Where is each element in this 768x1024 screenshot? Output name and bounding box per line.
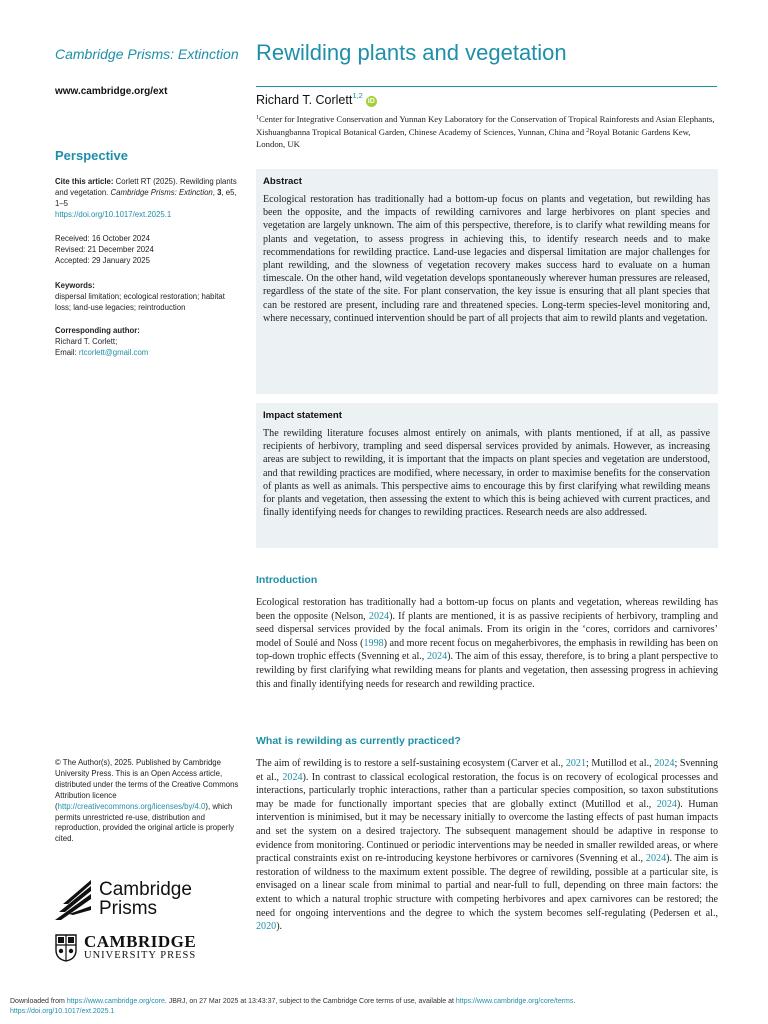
citation-label: Cite this article: (55, 177, 114, 186)
what-is-rewilding-text (256, 757, 718, 934)
citation-journal: Cambridge Prisms: Extinction (110, 187, 213, 197)
footer-text-2: . JBRJ, on 27 Mar 2025 at 13:43:37, subject to the Cambridge Core terms of use, available at (164, 998, 456, 1005)
introduction-heading: Introduction (256, 574, 318, 586)
abstract-box (256, 169, 718, 394)
introduction-text (256, 596, 718, 691)
affiliation-2: Royal Botanic Gardens Kew, London, UK (256, 127, 691, 150)
date-accepted: Accepted: 29 January 2025 (55, 255, 150, 265)
impact-heading: Impact statement (263, 410, 342, 421)
journal-url[interactable]: www.cambridge.org/ext (55, 86, 168, 97)
what-text-1: The aim of rewilding is to restore a self-sustaining ecosystem (Carver et al., (256, 758, 566, 769)
reference-link[interactable]: 2024 (645, 853, 667, 865)
reference-link[interactable]: 2024 (368, 610, 390, 622)
license-link[interactable]: http://creativecommons.org/licenses/by/4.0 (57, 801, 206, 811)
email-label: Email: (55, 347, 79, 357)
footer-doi-link[interactable]: https://doi.org/10.1017/ext.2025.1 (10, 1007, 115, 1015)
footer-core-link[interactable]: https://www.cambridge.org/core (66, 998, 165, 1005)
keywords-list: dispersal limitation; ecological restoration; habitat loss; land-use legacies; reintroduction (55, 291, 225, 312)
affiliation-1: Center for Integrative Conservation and Yunnan Key Laboratory for the Conservation of Tropical Rainforests and Asian Elephants, Xishuangbanna Tropical Botanical Garden, Chinese Academy of Sciences, Yunnan, China and (256, 114, 715, 138)
keywords-block (55, 281, 237, 314)
footer-text-1: Downloaded from (10, 998, 67, 1005)
reference-link[interactable]: 2024 (656, 798, 677, 810)
abstract-heading: Abstract (263, 176, 302, 187)
impact-statement-box (256, 403, 718, 548)
university-crest-icon (55, 934, 77, 962)
impact-text: The rewilding literature focuses almost entirely on animals, with plants mentioned, if at all, as passive recipients of herbivory, trampling and seed dispersal services provided by animals. However, as increasing areas are subject to rewilding, it is important that the impacts on plant species and vegetation are understood, and that rewilding practices are modified, where necessary, in order to maximise benefits for the conservation of plants as well as animals. This perspective aims to encourage this by first clarifying what rewilding means for plants and vegetation, then assessing the extent to which this is being achieved with current practices, and finally identifying needs for changes to rewilding practices. Research needs are also addressed. (263, 428, 710, 519)
abstract-text: Ecological restoration has traditionally had a bottom-up focus on plants and vegetation, but rewilding has been the opposite, and the impacts of rewilding carnivores and large herbivores on plant species and vegetation are largely unknown. The aim of this perspective, therefore, is to clarify what rewilding means for plants and vegetation, to assess progress in achieving this, to identify research needs and to make recommendations for rewilding practice. Land-use legacies and dispersal limitation are major challenges for plant rewilding, and the slowness of vegetation recovery makes success hard to evaluate on a human timescale. On the other hand, wild vegetation develops spontaneously wherever human pressures are released, regardless of the state of the site. For plant conservation, the key issue is ensuring that all plant species that can be restored are present, including rare and threatened species. Long-term species-level monitoring and, where necessary, continued intervention should be part of all projects that aim to rewild plants and vegetation. (263, 194, 710, 324)
dates-block (55, 234, 237, 267)
keywords-label: Keywords: (55, 281, 95, 290)
citation-text: Corlett RT (2025). Rewilding plants and vegetation. (55, 177, 237, 197)
cambridge-prisms-wordmark (99, 880, 192, 918)
cup-name: CAMBRIDGE (84, 932, 197, 951)
reference-link[interactable]: 2024 (282, 771, 303, 783)
author-name[interactable]: Richard T. Corlett (256, 93, 353, 107)
license-notice (55, 758, 240, 845)
license-text-2: ), which permits unrestricted re-use, distribution and reproduction, provided the original article is properly cited. (55, 801, 234, 844)
cup-press: UNIVERSITY PRESS (84, 950, 197, 961)
prisms-line-1: Cambridge (99, 879, 192, 900)
citation-block (55, 177, 237, 221)
reference-link[interactable]: 1998 (363, 637, 384, 649)
corresponding-label: Corresponding author: (55, 326, 140, 335)
affiliations (256, 112, 718, 151)
reference-link[interactable]: 2021 (565, 758, 587, 769)
affiliation-mark-1: 1 (256, 115, 259, 121)
author-line (256, 91, 377, 107)
orcid-icon[interactable]: iD (367, 98, 375, 105)
author-affiliation-marks: 1,2 (352, 91, 363, 100)
reference-link[interactable]: 2024 (654, 758, 675, 769)
date-revised: Revised: 21 December 2024 (55, 244, 154, 254)
reference-link[interactable]: 2024 (426, 651, 448, 663)
intro-text-4: ). The aim of this essay, therefore, is to bring a plant perspective to rewilding by first clarifying what rewilding means for plants and vegetation, then assessing progress in achieving this and finally identifying needs for research and rewilding practice. (256, 651, 718, 690)
title-divider (256, 86, 717, 87)
journal-name: Cambridge Prisms: Extinction (55, 46, 239, 62)
citation-pages: , e5, 1–5 (55, 187, 237, 208)
citation-doi-link[interactable]: https://doi.org/10.1017/ext.2025.1 (55, 209, 172, 219)
article-type: Perspective (55, 148, 128, 163)
footer-text-3: . (573, 998, 576, 1005)
prisms-line-2: Prisms (99, 898, 158, 919)
paper-title: Rewilding plants and vegetation (256, 40, 567, 65)
citation-separator: , (212, 187, 218, 197)
download-footer (10, 997, 760, 1016)
what-text-7: ). (276, 921, 283, 933)
what-text-4: ). In contrast to classical ecological restoration, the focus is on recovery of ecological processes and interactions, particularly trophic interactions, rather than a particular species composition, so taxon substitutions may be made for functionally important species that are globally extinct (Mutillod et al., (256, 771, 718, 810)
date-received: Received: 16 October 2024 (55, 234, 150, 243)
reference-link[interactable]: 2020 (256, 921, 277, 933)
corresponding-author-block (55, 326, 237, 359)
affiliation-mark-2: 2 (586, 128, 590, 135)
footer-terms-link[interactable]: https://www.cambridge.org/core/terms (455, 998, 574, 1005)
what-text-6: ). The aim is restoration of wildness to the maximum extent possible. The degree of rewilding, possible at a particular site, is envisaged on a linear scale from minimal to partial and near-full to full, depending on three main factors: the extent to which a natural trophic structure with competing herbivores and apex carnivores can be restored; the need for ongoing interventions and the degree to which the system becomes self-regulating (Pedersen et al., (256, 853, 718, 919)
corresponding-name: Richard T. Corlett; (55, 336, 118, 346)
what-text-2: ; Mutillod et al., (586, 758, 655, 769)
intro-text-3: ) and more recent focus on megaherbivores, the emphasis in rewilding has been on top-down trophic effects (Svenning et al., (256, 637, 719, 663)
what-text-5: ). Human intervention is minimised, but it may be necessary initially to overcome the lasting effects of past human impacts and set the system on a desired trajectory. The subsequent management should be adaptive in response to evidence from monitoring. Continued or periodic interventions may be needed in smaller rewilded areas, or where practical constraints exist on re-introducing keystone herbivores or carnivores (Svenning et al., (256, 798, 719, 865)
license-text-1: © The Author(s), 2025. Published by Cambridge University Press. This is an Open Access article, distributed under the terms of the Creative Commons Attribution licence ( (55, 758, 239, 811)
email-link[interactable]: rtcorlett@gmail.com (78, 347, 149, 357)
intro-text-2: ). If plants are mentioned, it is as passive recipients of herbivory, trampling and seed dispersal services provided by the focal animals. From its origin in the ‘cores, corridors and carnivores’ model of Soulé and Noss ( (256, 610, 718, 649)
what-text-3: ; Svenning et al., (256, 758, 718, 783)
intro-text-1: Ecological restoration has traditionally had a bottom-up focus on plants and vegetation, whereas rewilding has been the opposite (Nelson, (256, 597, 718, 622)
what-is-rewilding-heading: What is rewilding as currently practiced? (256, 735, 461, 747)
citation-volume: 3 (217, 187, 222, 197)
